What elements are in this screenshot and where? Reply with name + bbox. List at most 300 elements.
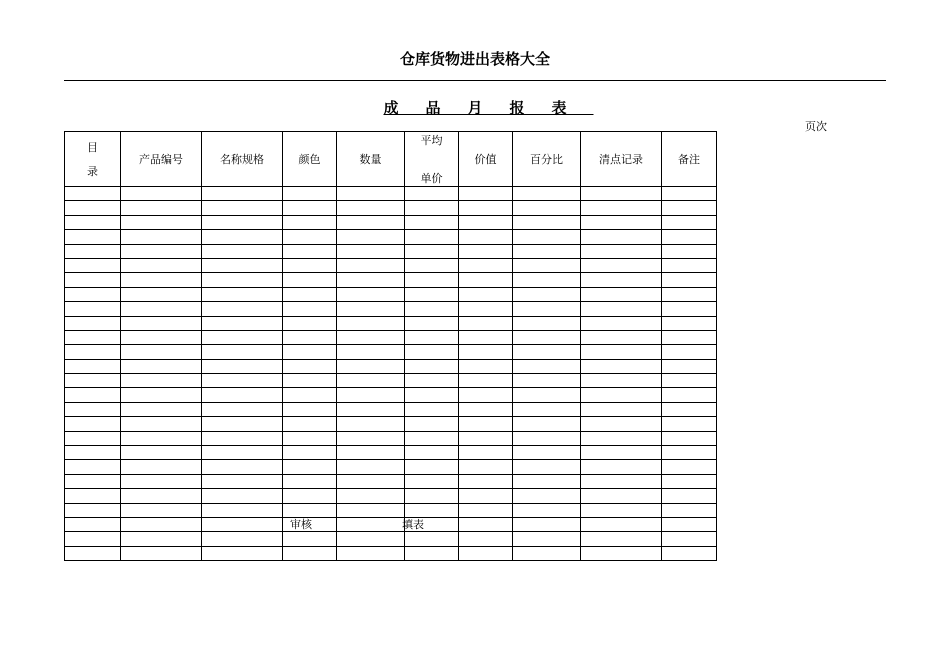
table-row bbox=[65, 374, 717, 388]
table-cell bbox=[581, 244, 662, 258]
table-cell bbox=[662, 258, 717, 272]
table-cell bbox=[581, 230, 662, 244]
table-cell bbox=[337, 244, 405, 258]
table-cell bbox=[121, 302, 202, 316]
table-row bbox=[65, 489, 717, 503]
table-cell bbox=[65, 287, 121, 301]
table-cell bbox=[405, 287, 459, 301]
table-cell bbox=[121, 474, 202, 488]
table-cell bbox=[405, 201, 459, 215]
table-cell bbox=[662, 417, 717, 431]
table-cell bbox=[513, 359, 581, 373]
table-cell bbox=[405, 258, 459, 272]
table-cell bbox=[283, 388, 337, 402]
table-cell bbox=[65, 517, 121, 531]
table-cell bbox=[65, 215, 121, 229]
table-cell bbox=[202, 388, 283, 402]
table-cell bbox=[202, 330, 283, 344]
column-header bbox=[65, 132, 121, 187]
table-cell bbox=[121, 402, 202, 416]
table-row bbox=[65, 201, 717, 215]
table-cell bbox=[337, 417, 405, 431]
filler-label: 填表 bbox=[402, 518, 424, 531]
table-cell bbox=[121, 446, 202, 460]
table-cell bbox=[405, 431, 459, 445]
table-row bbox=[65, 230, 717, 244]
column-header bbox=[459, 132, 513, 187]
table-cell bbox=[513, 431, 581, 445]
table-cell bbox=[513, 316, 581, 330]
table-cell bbox=[202, 273, 283, 287]
table-cell bbox=[283, 489, 337, 503]
table-cell bbox=[121, 503, 202, 517]
table-cell bbox=[337, 374, 405, 388]
table-cell bbox=[581, 517, 662, 531]
table-cell bbox=[662, 244, 717, 258]
table-cell bbox=[283, 330, 337, 344]
table-cell bbox=[581, 287, 662, 301]
table-cell bbox=[513, 244, 581, 258]
table-cell bbox=[283, 258, 337, 272]
table-cell bbox=[337, 546, 405, 560]
table-cell bbox=[581, 402, 662, 416]
table-cell bbox=[581, 316, 662, 330]
table-row bbox=[65, 316, 717, 330]
table-cell bbox=[202, 532, 283, 546]
table-row bbox=[65, 215, 717, 229]
table-row bbox=[65, 388, 717, 402]
table-cell bbox=[65, 503, 121, 517]
table-cell bbox=[283, 244, 337, 258]
report-title-text: 成品月报表 bbox=[383, 99, 594, 117]
report-title bbox=[0, 97, 950, 118]
table-cell bbox=[337, 359, 405, 373]
review-label: 审核 bbox=[290, 518, 312, 531]
table-cell bbox=[581, 330, 662, 344]
table-cell bbox=[662, 287, 717, 301]
table-cell bbox=[121, 460, 202, 474]
table-cell bbox=[283, 431, 337, 445]
table-cell bbox=[459, 287, 513, 301]
column-header bbox=[405, 132, 459, 187]
table-cell bbox=[662, 517, 717, 531]
table-cell bbox=[459, 460, 513, 474]
table-cell bbox=[121, 417, 202, 431]
table-cell bbox=[202, 302, 283, 316]
table-body bbox=[65, 187, 717, 561]
table-cell bbox=[459, 316, 513, 330]
column-header bbox=[202, 132, 283, 187]
table-cell bbox=[662, 431, 717, 445]
table-cell bbox=[65, 446, 121, 460]
table-cell bbox=[513, 402, 581, 416]
table-cell bbox=[662, 302, 717, 316]
column-header-text: 单价 bbox=[420, 172, 443, 185]
table-cell bbox=[513, 517, 581, 531]
table-cell bbox=[283, 273, 337, 287]
table-cell bbox=[513, 417, 581, 431]
table-row bbox=[65, 503, 717, 517]
table-cell bbox=[662, 330, 717, 344]
table-cell bbox=[513, 489, 581, 503]
table-cell bbox=[459, 244, 513, 258]
table-cell bbox=[283, 402, 337, 416]
table-cell bbox=[121, 316, 202, 330]
table-cell bbox=[337, 230, 405, 244]
table-cell bbox=[662, 316, 717, 330]
table-cell bbox=[405, 215, 459, 229]
table-cell bbox=[513, 546, 581, 560]
table-cell bbox=[405, 417, 459, 431]
table-cell bbox=[662, 402, 717, 416]
table-cell bbox=[405, 402, 459, 416]
table-cell bbox=[405, 446, 459, 460]
table-cell bbox=[459, 517, 513, 531]
table-cell bbox=[65, 258, 121, 272]
table-cell bbox=[513, 374, 581, 388]
table-cell bbox=[513, 302, 581, 316]
table-cell bbox=[581, 201, 662, 215]
table-cell bbox=[662, 345, 717, 359]
table-cell bbox=[513, 460, 581, 474]
table-cell bbox=[459, 359, 513, 373]
table-cell bbox=[65, 417, 121, 431]
table-cell bbox=[581, 460, 662, 474]
column-header bbox=[662, 132, 717, 187]
table-cell bbox=[662, 532, 717, 546]
table-cell bbox=[283, 187, 337, 201]
table-cell bbox=[202, 374, 283, 388]
table-cell bbox=[65, 302, 121, 316]
table-cell bbox=[405, 244, 459, 258]
table-cell bbox=[65, 273, 121, 287]
table-cell bbox=[337, 532, 405, 546]
table-cell bbox=[459, 345, 513, 359]
table-cell bbox=[337, 201, 405, 215]
column-header-text: 产品编号 bbox=[139, 153, 183, 166]
table-cell bbox=[662, 230, 717, 244]
table-cell bbox=[283, 302, 337, 316]
table-cell bbox=[581, 489, 662, 503]
table-cell bbox=[459, 187, 513, 201]
table-cell bbox=[405, 460, 459, 474]
table-cell bbox=[337, 474, 405, 488]
table-cell bbox=[581, 302, 662, 316]
column-header-text: 备注 bbox=[678, 153, 700, 166]
table-cell bbox=[459, 417, 513, 431]
table-cell bbox=[283, 230, 337, 244]
table-cell bbox=[283, 345, 337, 359]
column-header-text: 百分比 bbox=[530, 153, 563, 166]
table-cell bbox=[65, 316, 121, 330]
table-row bbox=[65, 302, 717, 316]
column-header bbox=[513, 132, 581, 187]
table-cell bbox=[202, 201, 283, 215]
table-cell bbox=[283, 374, 337, 388]
table-cell bbox=[202, 230, 283, 244]
table-cell bbox=[662, 503, 717, 517]
table-cell bbox=[337, 388, 405, 402]
table-cell bbox=[405, 302, 459, 316]
table-cell bbox=[202, 446, 283, 460]
table-cell bbox=[662, 273, 717, 287]
table-cell bbox=[65, 345, 121, 359]
table-cell bbox=[337, 503, 405, 517]
table-cell bbox=[121, 388, 202, 402]
table-cell bbox=[202, 503, 283, 517]
table-cell bbox=[513, 474, 581, 488]
table-cell bbox=[202, 489, 283, 503]
table-cell bbox=[202, 316, 283, 330]
table-cell bbox=[337, 345, 405, 359]
table-cell bbox=[337, 316, 405, 330]
table-cell bbox=[283, 359, 337, 373]
table-cell bbox=[581, 273, 662, 287]
table-cell bbox=[405, 330, 459, 344]
table-cell bbox=[65, 546, 121, 560]
table-cell bbox=[283, 460, 337, 474]
table-cell bbox=[581, 388, 662, 402]
table-cell bbox=[337, 273, 405, 287]
table-cell bbox=[337, 460, 405, 474]
column-header bbox=[581, 132, 662, 187]
table-cell bbox=[283, 201, 337, 215]
table-cell bbox=[581, 187, 662, 201]
table-cell bbox=[121, 345, 202, 359]
table-cell bbox=[337, 517, 405, 531]
table-cell bbox=[513, 230, 581, 244]
table-cell bbox=[65, 402, 121, 416]
table-cell bbox=[513, 187, 581, 201]
table-cell bbox=[121, 431, 202, 445]
table-cell bbox=[581, 431, 662, 445]
table-cell bbox=[337, 431, 405, 445]
table-cell bbox=[662, 446, 717, 460]
table-cell bbox=[65, 330, 121, 344]
table-cell bbox=[459, 546, 513, 560]
table-cell bbox=[662, 359, 717, 373]
title-divider bbox=[64, 80, 886, 81]
table-cell bbox=[513, 258, 581, 272]
table-cell bbox=[459, 474, 513, 488]
table-cell bbox=[459, 431, 513, 445]
table-row bbox=[65, 345, 717, 359]
table-cell bbox=[65, 187, 121, 201]
table-cell bbox=[65, 460, 121, 474]
table-cell bbox=[202, 402, 283, 416]
table-cell bbox=[202, 258, 283, 272]
table-cell bbox=[459, 446, 513, 460]
table-cell bbox=[662, 187, 717, 201]
table-cell bbox=[121, 546, 202, 560]
column-header-text: 颜色 bbox=[298, 153, 321, 166]
table-cell bbox=[581, 374, 662, 388]
table-cell bbox=[121, 201, 202, 215]
column-header-text: 平均 bbox=[420, 134, 443, 147]
table-row bbox=[65, 517, 717, 531]
table-cell bbox=[459, 330, 513, 344]
table-cell bbox=[459, 258, 513, 272]
table-cell bbox=[459, 374, 513, 388]
table-cell bbox=[405, 474, 459, 488]
table-cell bbox=[121, 517, 202, 531]
table-cell bbox=[405, 359, 459, 373]
column-header-text: 录 bbox=[87, 165, 98, 178]
table-cell bbox=[202, 345, 283, 359]
table-row bbox=[65, 446, 717, 460]
table-cell bbox=[405, 546, 459, 560]
table-cell bbox=[202, 417, 283, 431]
table-cell bbox=[513, 446, 581, 460]
table-cell bbox=[65, 244, 121, 258]
table-cell bbox=[65, 388, 121, 402]
table-cell bbox=[121, 489, 202, 503]
table-cell bbox=[202, 474, 283, 488]
table-cell bbox=[121, 215, 202, 229]
table-cell bbox=[337, 302, 405, 316]
table-cell bbox=[459, 215, 513, 229]
table-row bbox=[65, 402, 717, 416]
table-cell bbox=[121, 230, 202, 244]
table-cell bbox=[662, 388, 717, 402]
column-header-text: 名称规格 bbox=[220, 153, 264, 166]
column-header bbox=[337, 132, 405, 187]
table-cell bbox=[121, 187, 202, 201]
table-cell bbox=[459, 388, 513, 402]
table-cell bbox=[283, 287, 337, 301]
table-row bbox=[65, 546, 717, 560]
table-row bbox=[65, 330, 717, 344]
column-header-text: 清点记录 bbox=[599, 153, 643, 166]
table-cell bbox=[405, 273, 459, 287]
table-cell bbox=[513, 273, 581, 287]
table-cell bbox=[662, 201, 717, 215]
table-cell bbox=[121, 532, 202, 546]
table-cell bbox=[121, 330, 202, 344]
table-cell bbox=[662, 489, 717, 503]
table-cell bbox=[202, 546, 283, 560]
table-row bbox=[65, 431, 717, 445]
report-table bbox=[64, 131, 717, 561]
table-cell bbox=[581, 359, 662, 373]
table-cell bbox=[121, 374, 202, 388]
table-cell bbox=[65, 374, 121, 388]
table-cell bbox=[337, 258, 405, 272]
table-cell bbox=[202, 359, 283, 373]
table-cell bbox=[202, 517, 283, 531]
table-cell bbox=[459, 230, 513, 244]
table-cell bbox=[283, 215, 337, 229]
table-cell bbox=[662, 460, 717, 474]
table-cell bbox=[662, 215, 717, 229]
table-cell bbox=[405, 374, 459, 388]
table-cell bbox=[662, 374, 717, 388]
table-cell bbox=[202, 431, 283, 445]
table-cell bbox=[405, 345, 459, 359]
table-row bbox=[65, 187, 717, 201]
table-cell bbox=[581, 446, 662, 460]
table-cell bbox=[513, 330, 581, 344]
column-header bbox=[121, 132, 202, 187]
table-cell bbox=[513, 215, 581, 229]
table-cell bbox=[283, 546, 337, 560]
table-row bbox=[65, 244, 717, 258]
table-cell bbox=[337, 330, 405, 344]
table-cell bbox=[513, 388, 581, 402]
table-cell bbox=[459, 503, 513, 517]
table-cell bbox=[283, 316, 337, 330]
table-row bbox=[65, 258, 717, 272]
table-row bbox=[65, 273, 717, 287]
table-cell bbox=[65, 201, 121, 215]
table-cell bbox=[283, 446, 337, 460]
table-cell bbox=[459, 402, 513, 416]
table-row bbox=[65, 460, 717, 474]
table-cell bbox=[459, 273, 513, 287]
page-number-label: 页次 bbox=[805, 120, 827, 133]
table-cell bbox=[283, 417, 337, 431]
table-cell bbox=[121, 287, 202, 301]
table-cell bbox=[513, 345, 581, 359]
table-row bbox=[65, 474, 717, 488]
table-cell bbox=[283, 532, 337, 546]
table-cell bbox=[65, 359, 121, 373]
table-cell bbox=[662, 474, 717, 488]
table-cell bbox=[405, 532, 459, 546]
table-cell bbox=[459, 532, 513, 546]
table-cell bbox=[337, 489, 405, 503]
column-header bbox=[283, 132, 337, 187]
table-cell bbox=[581, 215, 662, 229]
table-cell bbox=[459, 201, 513, 215]
table-header-row bbox=[65, 132, 717, 187]
table-row bbox=[65, 532, 717, 546]
table-cell bbox=[202, 287, 283, 301]
table-cell bbox=[283, 474, 337, 488]
table-cell bbox=[202, 244, 283, 258]
table-cell bbox=[581, 345, 662, 359]
document-title: 仓库货物进出表格大全 bbox=[399, 50, 550, 68]
table-cell bbox=[65, 431, 121, 445]
table-cell bbox=[202, 187, 283, 201]
table-cell bbox=[202, 460, 283, 474]
table-row bbox=[65, 287, 717, 301]
table-cell bbox=[202, 215, 283, 229]
table-cell bbox=[121, 273, 202, 287]
table-cell bbox=[581, 503, 662, 517]
table-cell bbox=[65, 532, 121, 546]
table-cell bbox=[405, 316, 459, 330]
table-cell bbox=[337, 215, 405, 229]
table-cell bbox=[405, 489, 459, 503]
table-cell bbox=[65, 474, 121, 488]
table-cell bbox=[581, 474, 662, 488]
table-cell bbox=[581, 532, 662, 546]
table-cell bbox=[337, 446, 405, 460]
table-cell bbox=[337, 402, 405, 416]
table-cell bbox=[513, 503, 581, 517]
table-cell bbox=[581, 258, 662, 272]
column-header-text: 数量 bbox=[359, 153, 382, 166]
table-cell bbox=[337, 287, 405, 301]
table-cell bbox=[662, 546, 717, 560]
table-cell bbox=[459, 302, 513, 316]
table-cell bbox=[581, 546, 662, 560]
table-cell bbox=[405, 388, 459, 402]
table-cell bbox=[581, 417, 662, 431]
table-cell bbox=[513, 532, 581, 546]
column-header-text: 价值 bbox=[474, 153, 497, 166]
